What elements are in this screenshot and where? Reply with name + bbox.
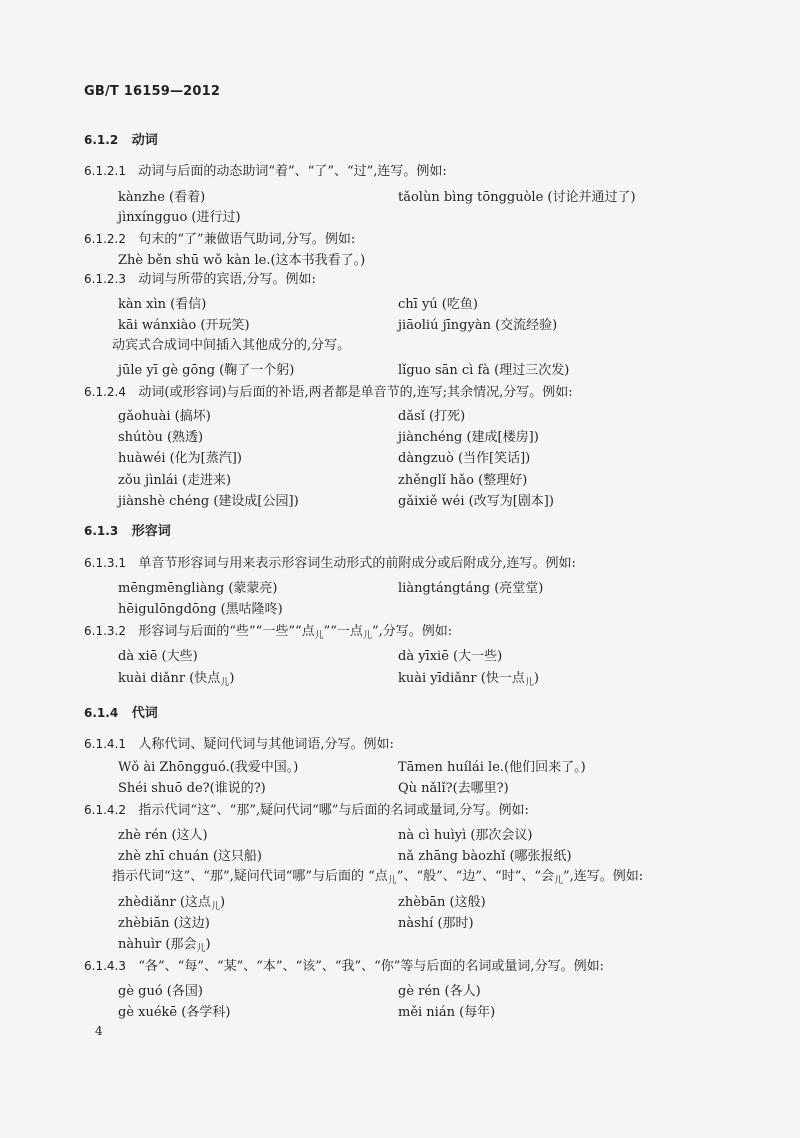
example: kuài diǎnr (快点$_儿$): [118, 671, 235, 688]
example: chī yú (吃鱼): [398, 297, 478, 312]
section-heading: 6.1.3 形容词: [84, 524, 171, 539]
example: huàwéi (化为[蒸汽]): [118, 451, 242, 466]
example: kànzhe (看着): [118, 190, 206, 205]
example: gè xuékē (各学科): [118, 1005, 231, 1020]
example: Tāmen huílái le.(他们回来了。): [398, 760, 586, 775]
rule-6-1-4-1: 6.1.4.1 人称代词、疑问代词与其他词语,分写。例如:: [84, 737, 394, 752]
example: jūle yī gè gōng (鞠了一个躬): [118, 363, 295, 378]
example: dǎsǐ (打死): [398, 409, 466, 424]
standard-code-header: GB/T 16159—2012: [84, 84, 221, 99]
example: shútòu (熟透): [118, 430, 204, 445]
rule-6-1-4-3: 6.1.4.3 “各”、“每”、“某”、“本”、“该”、“我”、“你”等与后面的名词或量词,分写。例如:: [84, 959, 604, 974]
rule-6-1-2-4: 6.1.2.4 动词(或形容词)与后面的补语,两者都是单音节的,连写;其余情况,分写。例如:: [84, 385, 573, 400]
example: měi nián (每年): [398, 1005, 496, 1020]
rule-6-1-3-2: 6.1.3.2 形容词与后面的“些”“一些”“点$_儿$”“一点$_儿$”,分写。例如:: [84, 624, 453, 641]
example: jiànchéng (建成[楼房]): [398, 430, 539, 445]
example: liàngtángtáng (亮堂堂): [398, 581, 544, 596]
rule-6-1-3-1: 6.1.3.1 单音节形容词与用来表示形容词生动形式的前附成分或后附成分,连写。例如:: [84, 556, 576, 571]
example: kāi wánxiào (开玩笑): [118, 318, 250, 333]
note: 动宾式合成词中间插入其他成分的,分写。: [112, 338, 351, 353]
example: Wǒ ài Zhōngguó.(我爱中国。): [118, 760, 299, 775]
example: gǎohuài (搞坏): [118, 409, 211, 424]
example: nàshí (那时): [398, 916, 474, 931]
example: jìnxíngguo (进行过): [118, 210, 241, 225]
example: nǎ zhāng bàozhǐ (哪张报纸): [398, 849, 572, 864]
example: zǒu jìnlái (走进来): [118, 473, 232, 488]
example: dà yīxiē (大一些): [398, 649, 503, 664]
section-heading: 6.1.4 代词: [84, 706, 158, 721]
rule-6-1-2-3: 6.1.2.3 动词与所带的宾语,分写。例如:: [84, 272, 316, 287]
example: jiāoliú jīngyàn (交流经验): [398, 318, 558, 333]
example: dà xiē (大些): [118, 649, 198, 664]
example: gè rén (各人): [398, 984, 481, 999]
example: nà cì huìyì (那次会议): [398, 828, 533, 843]
example: gǎixiě wéi (改写为[剧本]): [398, 494, 554, 509]
example: zhèbiān (这边): [118, 916, 210, 931]
example: kàn xìn (看信): [118, 297, 207, 312]
example: zhè rén (这人): [118, 828, 208, 843]
rule-6-1-2-2: 6.1.2.2 句末的“了”兼做语气助词,分写。例如:: [84, 232, 356, 247]
example: Qù nǎlǐ?(去哪里?): [398, 781, 509, 796]
rule-6-1-4-2: 6.1.4.2 指示代词“这”、“那”,疑问代词“哪”与后面的名词或量词,分写。例如:: [84, 803, 529, 818]
example: nàhuìr (那会$_儿$): [118, 937, 211, 954]
example: gè guó (各国): [118, 984, 203, 999]
rule-6-1-2-1: 6.1.2.1 动词与后面的动态助词“着”、“了”、“过”,连写。例如:: [84, 164, 447, 179]
section-heading: 6.1.2 动词: [84, 133, 158, 148]
example: zhěnglǐ hǎo (整理好): [398, 473, 528, 488]
example: lǐguo sān cì fà (理过三次发): [398, 363, 570, 378]
example: zhèdiǎnr (这点$_儿$): [118, 895, 226, 912]
example: dàngzuò (当作[笑话]): [398, 451, 531, 466]
example: zhèbān (这般): [398, 895, 486, 910]
page-number: 4: [95, 1024, 103, 1038]
example: tǎolùn bìng tōngguòle (讨论并通过了): [398, 190, 636, 205]
example: jiànshè chéng (建设成[公园]): [118, 494, 299, 509]
example: Shéi shuō de?(谁说的?): [118, 781, 266, 796]
example: Zhè běn shū wǒ kàn le.(这本书我看了。): [118, 253, 366, 268]
example: kuài yīdiǎnr (快一点$_儿$): [398, 671, 539, 688]
example: zhè zhī chuán (这只船): [118, 849, 262, 864]
example: mēngmēngliàng (蒙蒙亮): [118, 581, 278, 596]
note: 指示代词“这”、“那”,疑问代词“哪”与后面的 “点$_儿$”、“般”、“边”、“时”、“会$_儿$”,连写。例如:: [112, 869, 644, 886]
example: hēigulōngdōng (黑咕隆咚): [118, 602, 283, 617]
